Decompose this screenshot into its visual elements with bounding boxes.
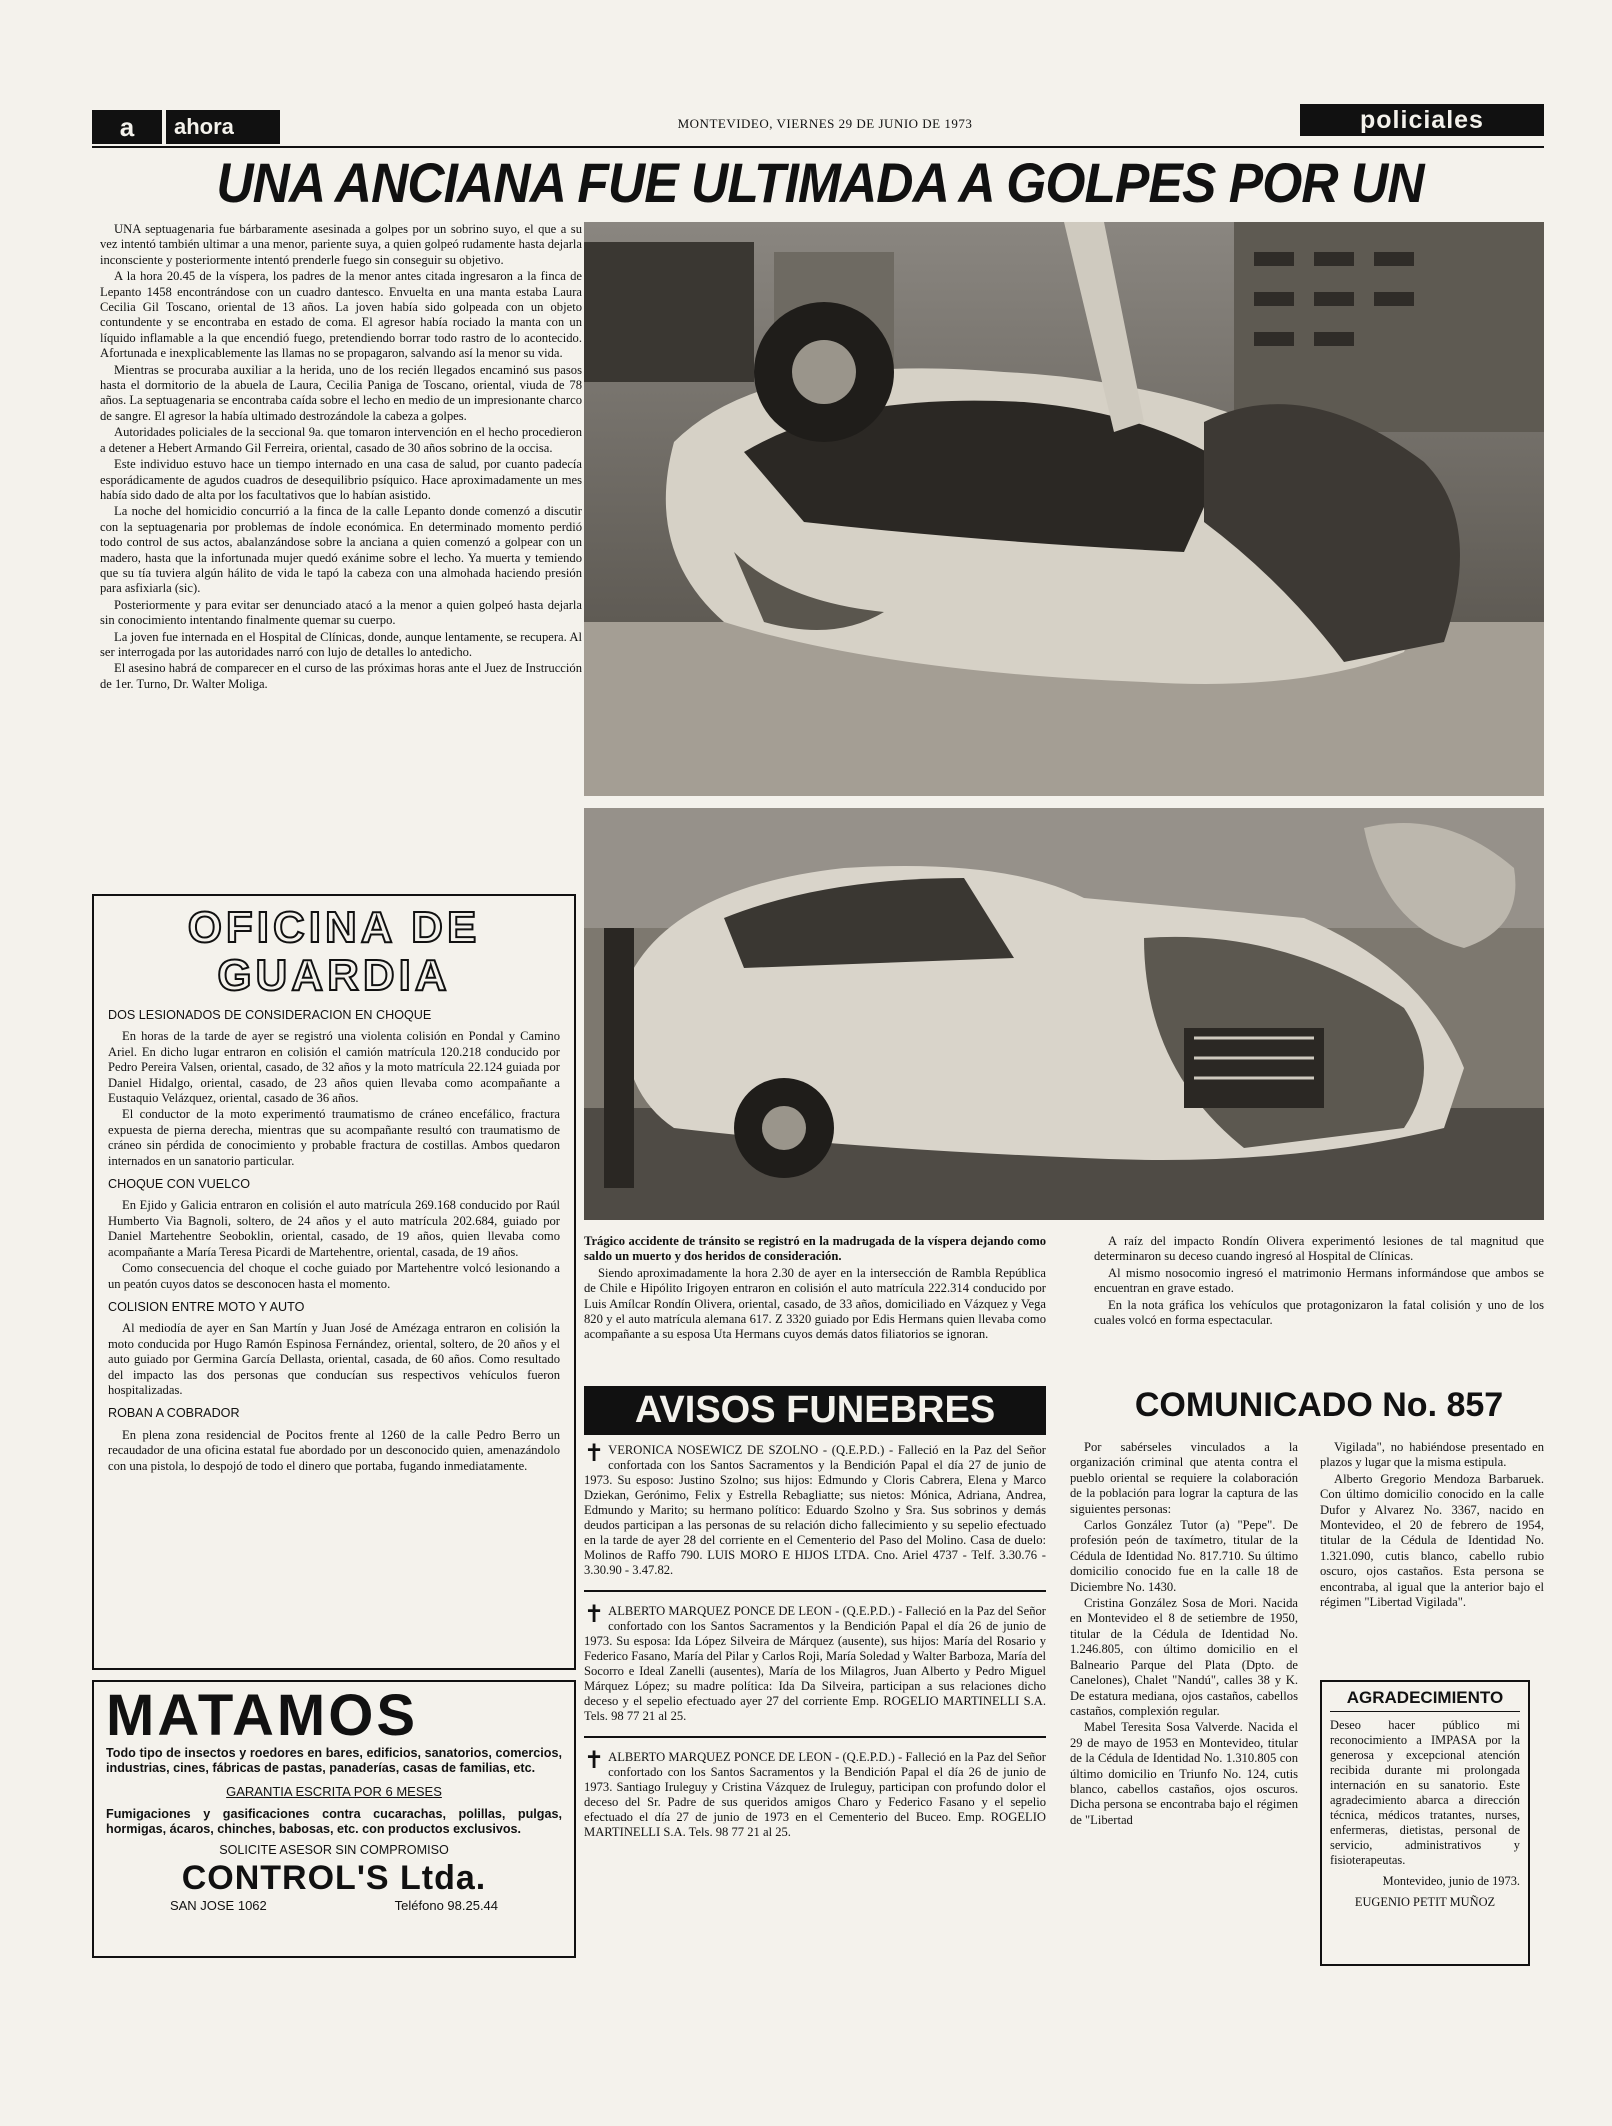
agradecimiento-text: Deseo hacer público mi reconocimiento a IMPASA por la generosa y excepcional atención recibida durante mi prolongada internación en su sanatorio. Este agradecimiento abarca a dirección técnica, médicos tratantes, nurses, enfermeras, dietistas, personal de servicio, administrativos y fisioterapeutas. xyxy=(1330,1718,1520,1867)
avisos-title: AVISOS FUNEBRES xyxy=(584,1386,1046,1435)
obituary xyxy=(584,1600,1046,1724)
article-paragraph: Vigilada", no habiéndose presentado en plazos y lugar que la misma estipula. xyxy=(1320,1440,1544,1470)
control-brand: CONTROL'S Ltda. xyxy=(181,1859,487,1897)
headline: UNA ANCIANA FUE ULTIMADA A GOLPES POR UN xyxy=(216,151,1424,214)
logo-name: ahora xyxy=(166,110,280,144)
matamos-title: MATAMOS xyxy=(106,1683,419,1748)
accident-paragraph: Siendo aproximadamente la hora 2.30 de ayer en la intersección de Rambla República de Chile e Hipólito Irigoyen entraron en colisión el auto matrícula 222.314 conducido por Luis Amílcar Rondín Olivera, oriental, casado, de 33 años, domiciliado en Vázquez y Vega 820 y el auto matrícula alemana 617. Z 3320 guiado por Edis Hermans quien llevaba como acompañante a su esposa Uta Hermans cuyos demás datos filiatorios se ignoran. xyxy=(584,1265,1046,1342)
oficina-paragraph: En horas de la tarde de ayer se registró una violenta colisión en Pondal y Camino Ariel. En dicho lugar entraron en colisión el camión matrícula 120.218 conducido por Pedro Pereira Valsen, oriental, casado, de 32 años y la moto matrícula 22.124 guiada por Daniel Hidalgo, oriental, casado, de 23 años quien llevaba como acompañante a Eustaquio Velázquez, oriental, casado de 36 años. xyxy=(108,1029,560,1106)
cross-icon: ✝ xyxy=(584,1746,605,1774)
oficina-title-line2: GUARDIA xyxy=(217,951,451,1000)
oficina-paragraph: En Ejido y Galicia entraron en colisión el auto matrícula 269.168 conducido por Raúl Humberto Via Bagnoli, soltero, de 24 años y el auto matrícula 202.684, guiado por Daniel Martehentre Seoboklin, oriental, casado, de 19 años, quien llevaba como acompañante a María Teresa Picardi de Martehentre, oriental, casada, de 19 años. xyxy=(108,1198,560,1259)
accident-paragraph: A raíz del impacto Rondín Olivera experimentó lesiones de tal magnitud que determinaron su deceso cuando ingresó al Hospital de Clínicas. xyxy=(1094,1234,1544,1264)
accident-story-cont xyxy=(1094,1234,1544,1380)
oficina-subhead: DOS LESIONADOS DE CONSIDERACION EN CHOQUE xyxy=(108,1008,432,1022)
article-paragraph: El asesino habrá de comparecer en el curso de las próximas horas ante el Juez de Instrucción de 1er. Turno, Dr. Walter Moliga. xyxy=(100,661,582,691)
comunicado-col1 xyxy=(1070,1440,1298,1968)
obituary-text: VERONICA NOSEWICZ DE SZOLNO - (Q.E.P.D.) - Falleció en la Paz del Señor confortada con los Santos Sacramentos y la Bendición Papal el día 27 de junio de 1973. Su esposo: Justino Szolno; sus hijos: Edmundo y Cloris Cabrera, Elena y Marco Dziekan, Gerónimo, Felix y Estrella Rebagliatte; sus nietos: Mónica, Adriana, Andrea, Edmundo y Marito; su hermano político: Eduardo Szolno y Sra. Sus sobrinos y demás deudos participan a las personas de su relación dicho fallecimiento y su sepelio efectuado en la tarde de ayer 28 del corriente en el Cementerio del Paso del Molino. Casa de duelo: Molinos de Raffo 790. LUIS MORO E HIJOS LTDA. Cno. Ariel 4737 - Telf. 3.30.76 - 3.30.90 - 3.47.82. xyxy=(584,1443,1046,1577)
control-address: SAN JOSE 1062 xyxy=(169,1898,267,1913)
oficina-title-line1: OFICINA DE xyxy=(187,903,481,952)
main-article xyxy=(100,222,582,886)
accident-paragraph: En la nota gráfica los vehículos que protagonizaron la fatal colisión y uno de los cuales volcó en forma espectacular. xyxy=(1094,1297,1544,1328)
matamos-guarantee: GARANTIA ESCRITA POR 6 MESES xyxy=(226,1784,442,1799)
obituary-text: ALBERTO MARQUEZ PONCE DE LEON - (Q.E.P.D.) - Falleció en la Paz del Señor confortado con los Santos Sacramentos y la Bendición Papal el día 26 de junio de 1973. Santiago Iruleguy y Cristina Vázquez de Iruleguy, participan con profundo dolor el deceso del Sr. Padre de sus queridos amigos Charo y Federico Fasano y el sepelio efectuado el día 27 de junio de 1973 en el Cementerio del Buceo. Emp. ROGELIO MARTINELLI S.A. Tels. 98 77 21 al 25. xyxy=(584,1750,1046,1839)
photo-crashed-car xyxy=(584,808,1544,1220)
oficina-de-guardia-box xyxy=(92,894,576,1670)
article-paragraph: UNA septuagenaria fue bárbaramente asesinada a golpes por un sobrino suyo, el que a su vez intentó también ultimar a una menor, pariente suya, a quien golpeó rudamente hasta dejarla inconsciente y posteriormente intentó prenderle fuego sin conseguir su objetivo. xyxy=(100,222,582,267)
oficina-paragraph: Como consecuencia del choque el coche guiado por Martehentre volcó lesionando a un peatón cuyos datos se desconocen hasta el momento. xyxy=(108,1261,560,1291)
agradecimiento-title: AGRADECIMIENTO xyxy=(1330,1688,1520,1712)
matamos-text: Todo tipo de insectos y roedores en bares, edificios, sanatorios, comercios, industrias, cines, fábricas de pastas, panaderías, casas de familias, etc. xyxy=(106,1746,562,1775)
photo-overturned-car xyxy=(584,222,1544,796)
matamos-consult: SOLICITE ASESOR SIN COMPROMISO xyxy=(219,1843,449,1857)
logo-mark: a xyxy=(92,110,162,144)
cross-icon: ✝ xyxy=(584,1600,605,1628)
obituary xyxy=(584,1439,1046,1578)
control-phone: Teléfono 98.25.44 xyxy=(394,1898,499,1913)
obituary xyxy=(584,1746,1046,1840)
accident-paragraph: Al mismo nosocomio ingresó el matrimonio Hermans informándose que ambos se encuentran en grave estado. xyxy=(1094,1265,1544,1296)
dateline: MONTEVIDEO, VIERNES 29 DE JUNIO DE 1973 xyxy=(677,116,973,131)
agradecimiento-date: Montevideo, junio de 1973. xyxy=(1382,1874,1520,1888)
comunicado-col2 xyxy=(1320,1440,1544,1660)
article-paragraph: La noche del homicidio concurrió a la finca de la calle Lepanto donde comenzó a discutir con la septuagenaria por problemas de índole económica. En determinado momento perdió todo control de sus actos, abalanzándose sobre la anciana a quien comenzó a golpear con un madero, hasta que la infortunada mujer quedó exánime sobre el lecho. Ya muerta y temiendo que su tía tuviera algún hálito de vida le tapó la cabeza con una almohada haciendo presión para asfixiarla (sic). xyxy=(100,504,582,596)
oficina-subhead: COLISION ENTRE MOTO Y AUTO xyxy=(108,1299,305,1314)
article-paragraph: Por sabérseles vinculados a la organización criminal que atenta contra el pueblo oriental se requiere la colaboración de la población para lograr la captura de las siguientes personas: xyxy=(1070,1440,1298,1516)
avisos-funebres xyxy=(584,1386,1046,1966)
article-paragraph: A la hora 20.45 de la víspera, los padres de la menor antes citada ingresaron a la finca de Lepanto 1458 encontrándose con un cuadro dantesco. Envuelta en una manta estaba Laura Cecilia Gil Toscano, oriental de 13 años. La joven había sido golpeada con un objeto contundente y se encontraba en estado de coma. El agresor había rociado la manta con un líquido inflamable a la que encendió fuego, pretendiendo borrar todo rastro de lo acontecido. Afortunada e inexplicablemente las llamas no se propagaron, salvando así la menor su vida. xyxy=(100,269,582,361)
divider xyxy=(584,1736,1046,1738)
oficina-paragraph: El conductor de la moto experimentó traumatismo de cráneo encefálico, fractura expuesta de pierna derecha, mientras que su acompañante resultó con traumatismo de cráneo sin pérdida de conocimiento y probable fractura de costillas. Ambos quedaron internados en un sanatorio particular. xyxy=(108,1107,560,1168)
obituary-text: ALBERTO MARQUEZ PONCE DE LEON - (Q.E.P.D.) - Falleció en la Paz del Señor confortado con los Santos Sacramentos y la Bendición Papal el día 26 de junio de 1973. Su esposa: Ida López Silveira de Márquez (ausente), sus hijos: María del Rosario y Federico Fasano, María del Pilar y Carlos Roji, María Soledad y Walter Barboza, María del Socorro e Ideal Zanelli (ausentes), María de los Milagros, Juan Alberto y Pedro Miguel Márquez López; su madre política: Ida Da Silveira, participan a sus relaciones dicho deceso y el sepelio efectuado ayer 27 del corriente Emp. ROGELIO MARTINELLI S.A. Tels. 98 77 21 al 25. xyxy=(584,1604,1046,1723)
oficina-subhead: CHOQUE CON VUELCO xyxy=(108,1177,251,1192)
article-paragraph: La joven fue internada en el Hospital de Clínicas, donde, aunque lentamente, se recupera. Al ser interrogada por las autoridades narró con lujo de detalles lo antedicho. xyxy=(100,629,582,659)
masthead-logo xyxy=(92,110,280,144)
oficina-paragraph: Al mediodía de ayer en San Martín y Juan José de Amézaga entraron en colisión la moto conducida por Hugo Ramón Espinosa Fernández, oriental, soltero, de 20 años y el auto guiado por Germina García Dellasta, oriental, casada, de 60 años. Como resultado del impacto las dos personas que conducían sus respectivos vehículos fueron hospitalizadas. xyxy=(108,1321,560,1397)
article-paragraph: Cristina González Sosa de Mori. Nacida en Montevideo el 8 de setiembre de 1950, titular de la Cédula de Identidad No. 1.246.805, con último domicilio en el Balneario Parque del Plata (Dpto. de Canelones), Chalet "Nandú", calles 38 y K. De estatura mediana, ojos castaños, cabellos castaños, complexión regular. xyxy=(1070,1596,1298,1718)
article-paragraph: Carlos González Tutor (a) "Pepe". De profesión peón de taxímetro, titular de la Cédula de Identidad No. 817.710. Su último domicilio conocido fue en la calle 18 de Diciembre No. 1430. xyxy=(1070,1518,1298,1594)
article-paragraph: Posteriormente y para evitar ser denunciado atacó a la menor a quien golpeó hasta dejarla sin conocimiento intentando finalmente quemar su cuerpo. xyxy=(100,597,582,628)
article-paragraph: Alberto Gregorio Mendoza Barbaruek. Con último domicilio conocido en la calle Dufor y Alvarez No. 3367, nacido en Montevideo, el 20 de febrero de 1954, titular de la Cédula de Identidad No. 1.321.090, cutis blanco, cabello rubio oscuro, ojos castaños. Esta persona se encontraba, al igual que la anterior bajo el régimen "Libertad Vigilada". xyxy=(1320,1471,1544,1610)
cross-icon: ✝ xyxy=(584,1439,605,1467)
matamos-services: Fumigaciones y gasificaciones contra cucarachas, polillas, pulgas, hormigas, ácaros, chinches, babosas, etc. con productos exclusivos. xyxy=(106,1807,562,1836)
article-paragraph: Mientras se procuraba auxiliar a la herida, uno de los recién llegados encaminó sus pasos hasta el dormitorio de la abuela de Laura, Cecilia Paniga de Toscano, oriental, viuda de 78 años. La septuagenaria se encontraba caída sobre el lecho en medio de un impresionante charco de sangre. El agresor la había ultimado destrozándole la cabeza a golpes. xyxy=(100,362,582,423)
agradecimiento-box xyxy=(1320,1680,1530,1966)
article-paragraph: Este individuo estuvo hace un tiempo internado en una casa de salud, por cuanto padecía esporádicamente de agudos cuadros de desequilibrio psíquico. Hace aproximadamente un mes había sido dado de alta por los facultativos que lo habían asistido. xyxy=(100,457,582,502)
article-paragraph: Autoridades policiales de la seccional 9a. que tomaron intervención en el hecho procedieron a detener a Hebert Armando Gil Ferreira, oriental, casado de 30 años sobrino de la occisa. xyxy=(100,425,582,455)
article-paragraph: Mabel Teresita Sosa Valverde. Nacida el 29 de mayo de 1953 en Montevideo, titular de la Cédula de Identidad No. 1.310.805 con último domicilio en Triunfo No. 124, cutis blanco, cabellos castaños, ojos oscuros. Dicha persona se encontraba bajo el régimen de "Libertad xyxy=(1070,1720,1298,1827)
divider xyxy=(584,1590,1046,1592)
agradecimiento-signature: EUGENIO PETIT MUÑOZ xyxy=(1354,1895,1496,1909)
header-rule xyxy=(92,146,1544,148)
oficina-paragraph: En plena zona residencial de Pocitos frente al 1260 de la calle Pedro Berro un recaudador de una oficina estatal fue abordado por un desconocido quien, amenazándolo con una pistola, lo despojó de todo el dinero que portaba, fugando inmediatamente. xyxy=(108,1427,560,1473)
comunicado-title: COMUNICADO No. 857 xyxy=(1134,1386,1504,1424)
section-label: policiales xyxy=(1300,104,1544,136)
accident-story xyxy=(584,1234,1046,1374)
matamos-ad xyxy=(92,1680,576,1958)
oficina-subhead: ROBAN A COBRADOR xyxy=(108,1406,240,1421)
photo-caption: Trágico accidente de tránsito se registró en la madrugada de la víspera dejando como saldo un muerto y dos heridos de consideración. xyxy=(584,1234,1046,1264)
